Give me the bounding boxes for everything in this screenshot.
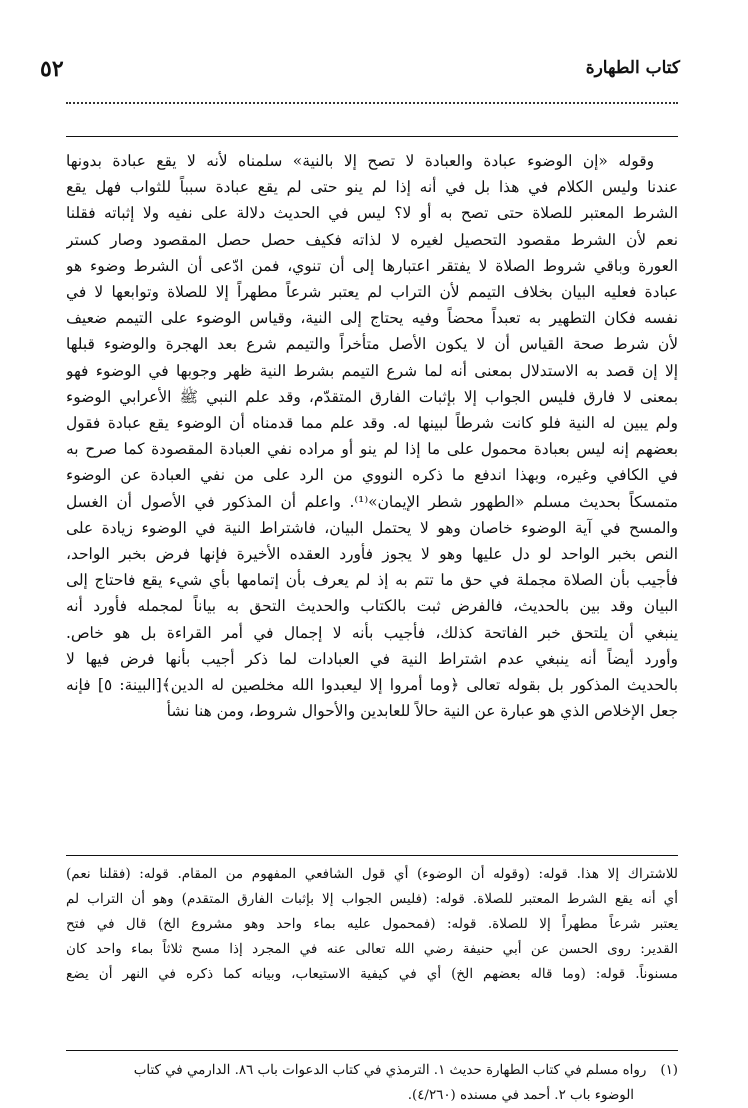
- page-number: ٥٢: [40, 56, 64, 82]
- footnote-mark: (١): [660, 1063, 678, 1078]
- footnote-text-2: الوضوء باب ٢. أحمد في مسنده (٤/٢٦٠).: [407, 1088, 634, 1103]
- body-line: فأجيب بأن الصلاة مجملة في حق ما تتم به إذ لم يعرف بأن إتمامها بأي شيء يقع فاحتاج إلى: [66, 571, 678, 590]
- dotted-divider: [66, 102, 678, 104]
- body-line: وقوله «إن الوضوء عبادة والعبادة لا تصح إلا بالنية» سلمناه لأنه لا يقع عبادة بدونها: [66, 152, 654, 170]
- footnote-line: [66, 1058, 678, 1083]
- body-line: ولم يبين له النية فلو كانت شرطاً لبينها له. وقد علم مما قدمناه أن الوضوء يقع عبادة فقول: [66, 414, 678, 433]
- body-line: النص بخبر الواحد لو دل عليها وهو لا يجوز فأورد العقده الأخيرة فإنها فرض بخبر الواحد،: [66, 545, 678, 564]
- footnote-divider: [66, 1050, 678, 1051]
- body-line: متمسكاً بحديث مسلم «الطهور شطر الإيمان»⁽¹⁾. واعلم أن المذكور في الأصول أن الغسل: [66, 492, 678, 511]
- body-line: البيان وقد بين بالحديث، فالفرض ثبت بالكتاب والحديث التحق به بياناً لمجمله فأورد أنه: [66, 597, 678, 616]
- body-line: بعضهم إنه ليس بعبادة محمول على ما إذا لم ينو أو مراده نفي العبادة المقصودة كما صرح به: [66, 440, 678, 459]
- body-line: بمعنى لا فارق فليس الجواب إلا بإثبات الفارق المتقدّم، وقد علم النبي ﷺ الأعرابي الوضوء: [66, 387, 678, 406]
- body-line: نعم لأن الشرط مقصود التحصيل لغيره لا لذاته فكيف حصل حصل المقصود وصار كستر: [66, 230, 678, 249]
- gloss-commentary: [66, 862, 678, 1038]
- body-line: جعل الإخلاص الذي هو عبارة عن النية حالاً للعابدين والأحوال شروط، ومن هنا نشأ: [166, 702, 678, 721]
- body-line: الشرط المعتبر للصلاة حتى تصح به أو لا؟ ليس في الحديث دلالة على نفيه ولا إثباته فقلنا: [66, 204, 678, 223]
- main-text: [66, 148, 678, 854]
- header-divider: [66, 136, 678, 137]
- body-line: وأورد أيضاً أنه ينبغي عدم اشتراط النية في العبادات لما ذكر أجيب بأنها فرض فيها لا: [66, 649, 678, 668]
- body-line: ينبغي أن يلتحق خبر الفاتحة كذلك، فأجيب بأنه لا إجمال في أمر القراءة بل هو خاص.: [66, 623, 678, 642]
- body-line: بالحديث المذكور بل بقوله تعالى ﴿وما أمروا إلا ليعبدوا الله مخلصين له الدين﴾[البينة: ٥] فإنه: [66, 676, 678, 695]
- body-line: لأن شرط صحة القياس أن لا يكون الأصل متأخراً والتيمم شرع بعد الهجرة والوضوء قبلها: [66, 335, 678, 354]
- body-line: عبادة فعليه البيان بخلاف التيمم لأن التراب لم يعتبر شرعاً مطهراً إلا للصلاة وتوابعها لا في: [66, 283, 678, 302]
- body-line: والمسح في آية الوضوء خاصان وهو لا يحتمل البيان، فاشتراط النية في الوضوء زيادة على: [66, 518, 678, 537]
- body-line: في الكافي وغيره، وبهذا اندفع ما ذكره النووي من الرد على من نفي العبادة عن الوضوء: [66, 466, 678, 485]
- body-line: نفسه فكان التطهير به تعبداً محضاً وفيه يحتاج إلى النية، وقياس الوضوء على التيمم ضعيف: [66, 309, 678, 328]
- footnote-text-1: رواه مسلم في كتاب الطهارة حديث ١. الترمذي في كتاب الدعوات باب ٨٦. الدارمي في كتاب: [133, 1063, 647, 1078]
- running-title: كتاب الطهارة: [585, 58, 680, 78]
- gloss-line: القدير: روى الحسن عن أبي حنيفة رضي الله تعالى عنه في المجرد إذا مسح ثلاثاً بماء واحد كان: [66, 941, 678, 957]
- gloss-line: أي أنه يقع الشرط المعتبر للصلاة. قوله: (فليس الجواب إلا بإثبات الفارق المتقدم) وهو أن التراب لم: [66, 891, 678, 907]
- body-line: إلا إن قصد به الاستدلال بمعنى أنه لما شرع التيمم بشرط النية ظهر وجوبها في الوضوء فهو: [66, 361, 678, 380]
- gloss-line: للاشتراك إلا هذا. قوله: (وقوله أن الوضوء) أي قول الشافعي المفهوم من المقام. قوله: (فقلنا نعم): [66, 866, 678, 882]
- gloss-line: يعتبر شرعاً مطهراً إلا للصلاة. قوله: (فمحمول عليه بماء واحد وهو مشروع الخ) قال في فتح: [66, 916, 678, 932]
- gloss-line: مسنوناً. قوله: (وما قاله بعضهم الخ) أي في كيفية الاستيعاب، وبيانه كما ذكره في النهر أن يضع: [66, 966, 678, 982]
- gloss-divider: [66, 855, 678, 856]
- body-line: عندنا وليس الكلام في هذا بل في أنه إذا لم ينو حتى لم يقع عبادة سبباً للثواب فهل يقع: [66, 178, 678, 197]
- body-line: العورة وباقي شروط الصلاة لا يفتقر اعتبارها إلى أن تنوي، فمن ادّعى أن الشرط وضوء هو: [66, 256, 678, 275]
- page-header: [40, 50, 680, 86]
- footnote: [66, 1058, 678, 1108]
